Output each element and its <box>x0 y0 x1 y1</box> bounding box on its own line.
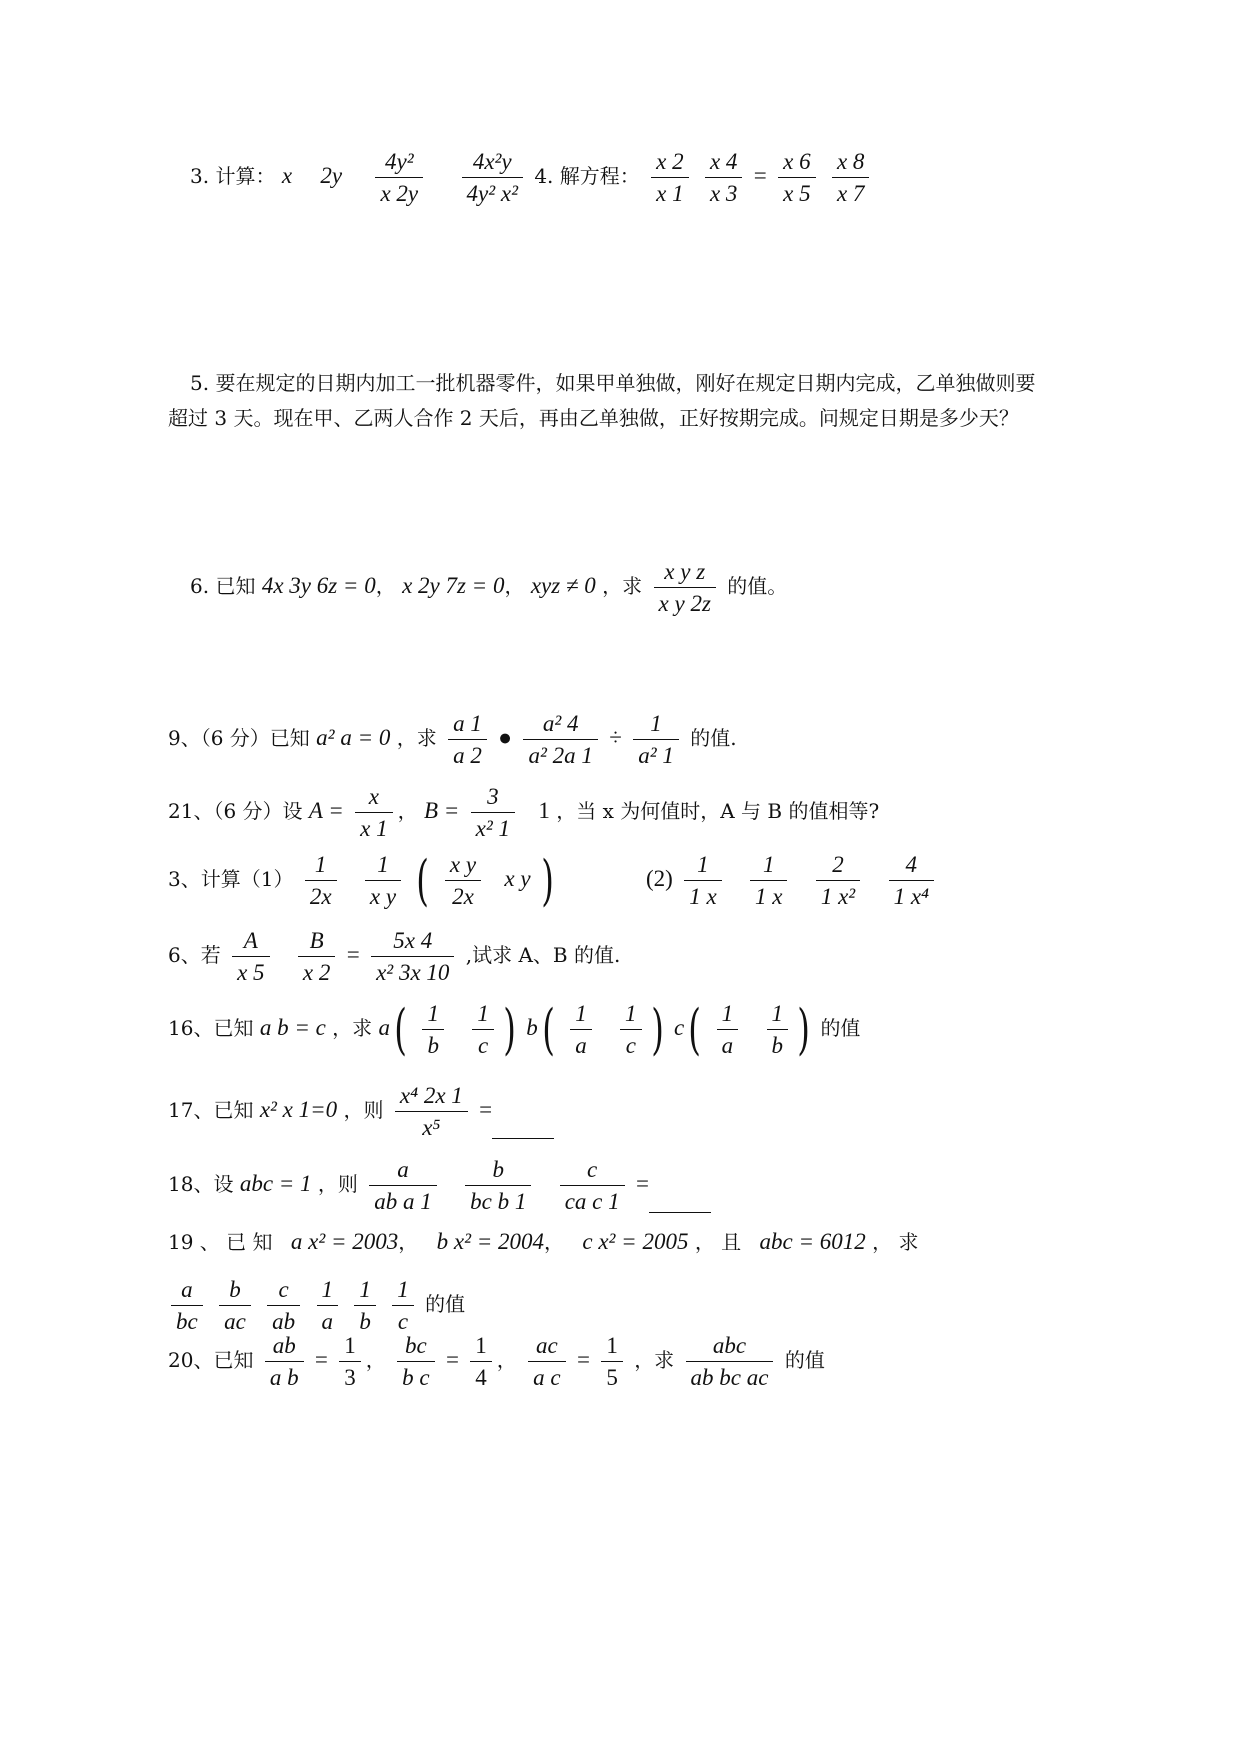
q17-then: ，则 <box>343 1098 384 1122</box>
question-20-line <box>168 1334 825 1389</box>
q16-ask: ，求 <box>332 1016 373 1040</box>
q17-fraction: $\frac{\text{x⁴ 2x 1}}{\text{x⁵}}$ <box>395 1084 468 1139</box>
q9-ask: ，求 <box>396 726 437 750</box>
q3-fraction-1: $\frac{1}{2x}$ <box>305 853 337 908</box>
question-9-line <box>168 712 737 767</box>
q19-fraction-1: $\frac{a}{bc}$ <box>171 1278 203 1333</box>
q18-label: 18、设 <box>168 1172 234 1196</box>
question-16-line <box>168 997 861 1061</box>
problem-6-line <box>190 560 787 615</box>
question-21-line <box>168 785 879 840</box>
q16-frac-2a: $\frac{1}{a}$ <box>570 1002 592 1057</box>
question-19-line-1 <box>168 1230 918 1253</box>
q19-ask: ， 求 <box>872 1230 919 1254</box>
q20-fraction-target: $\frac{\text{abc}}{\text{ab bc ac}}$ <box>686 1334 774 1389</box>
q20-ratio-1: $\frac{1}{3}$ <box>339 1334 361 1389</box>
q21-tail: ，当 x 为何值时，A 与 B 的值相等? <box>556 799 880 823</box>
p6-fraction: $\frac{\text{x y z}}{\text{x y 2z}}$ <box>654 560 716 615</box>
question-6b-line <box>168 929 620 984</box>
q20-ratio-2: $\frac{1}{4}$ <box>470 1334 492 1389</box>
q9-dot-operator: ● <box>498 725 513 750</box>
q20-equals-3: = <box>576 1347 590 1372</box>
q16-paren-2-open: ( <box>541 997 555 1061</box>
q16-frac-1b: $\frac{1}{b}$ <box>422 1002 444 1057</box>
p4-fraction-3: $\frac{x 6}{x 5}$ <box>778 150 815 205</box>
p3-term-x: x <box>281 163 293 188</box>
q16-frac-3a: $\frac{1}{a}$ <box>717 1002 739 1057</box>
p6-equation-2: x 2y 7z = 0 <box>402 573 505 598</box>
q20-equals-1: = <box>314 1347 328 1372</box>
q20-fraction-ac: $\frac{ac}{\text{a c}}$ <box>528 1334 565 1389</box>
problem-5-text: 5. 要在规定的日期内加工一批机器零件，如果甲单独做，刚好在规定日期内完成，乙单独做则要超过 3 天。现在甲、乙两人合作 2 天后，再由乙单独做，正好按期完成。问规定日期是多少天？ <box>168 371 1036 430</box>
q16-frac-3b: $\frac{1}{b}$ <box>767 1002 789 1057</box>
q6-fraction-rhs: $\frac{5x 4}{\text{x² 3x 10}}$ <box>371 929 454 984</box>
q19-and: ， 且 <box>694 1230 742 1254</box>
question-3b-line <box>168 848 558 912</box>
q19-fraction-5: $\frac{1}{b}$ <box>354 1278 376 1333</box>
q20-ask: ，求 <box>634 1348 675 1372</box>
q19-sep-1: ， <box>398 1230 419 1254</box>
q21-B-eq: B = <box>423 798 460 823</box>
q16-paren-3-open: ( <box>688 997 702 1061</box>
q3-label: 3、计算（1） <box>168 867 294 891</box>
problem-4-label: 4. 解方程： <box>534 164 640 188</box>
q20-label: 20、已知 <box>168 1348 254 1372</box>
p6-equation-1: 4x 3y 6z = 0 <box>261 573 376 598</box>
q16-paren-2-close: ) <box>650 997 664 1061</box>
q6-tail: ,试求 A、B 的值. <box>465 943 621 967</box>
q20-fraction-bc: $\frac{bc}{\text{b c}}$ <box>397 1334 434 1389</box>
question-17-line <box>168 1084 554 1139</box>
q21-sep: ， <box>397 799 418 823</box>
q6-label: 6、若 <box>168 943 221 967</box>
q9-label: 9、（6 分）已知 <box>168 726 310 750</box>
q18-condition: abc = 1 <box>239 1171 312 1196</box>
question-3b-part2-line <box>646 853 939 908</box>
q19-fraction-2: $\frac{b}{ac}$ <box>219 1278 251 1333</box>
q20-tail: 的值 <box>784 1348 825 1372</box>
q20-equals-2: = <box>445 1347 459 1372</box>
problem-3-label: 3. 计算： <box>190 164 276 188</box>
question-18-line <box>168 1158 711 1213</box>
q3-part2-label: (2) <box>646 866 673 891</box>
q19-fraction-6: $\frac{1}{c}$ <box>392 1278 414 1333</box>
q9-divide-operator: ÷ <box>609 725 622 750</box>
q19-fraction-4: $\frac{1}{a}$ <box>317 1278 339 1333</box>
p6-condition: xyz ≠ 0 <box>530 573 596 598</box>
q19-fraction-3: $\frac{c}{ab}$ <box>267 1278 300 1333</box>
q19-sep-2: ， <box>544 1230 564 1254</box>
q16-frac-1c: $\frac{1}{c}$ <box>472 1002 494 1057</box>
q18-answer-blank[interactable] <box>649 1194 711 1213</box>
q19-eq-2: b x² = 2004 <box>436 1229 544 1254</box>
question-19-line-2 <box>166 1278 465 1333</box>
q16-paren-1-open: ( <box>394 997 407 1061</box>
q3-part2-fraction-2: $\frac{1}{1 x}$ <box>750 853 787 908</box>
q19-eq-4: abc = 6012 <box>759 1229 866 1254</box>
p6-ask: ，求 <box>602 574 643 598</box>
p4-fraction-1: $\frac{x 2}{x 1}$ <box>651 150 688 205</box>
q9-tail: 的值. <box>690 726 737 750</box>
q16-coef-b: b <box>526 1015 538 1040</box>
q19-eq-3: c x² = 2005 <box>582 1229 689 1254</box>
q18-fraction-1: $\frac{a}{\text{ab a 1}}$ <box>369 1158 437 1213</box>
p4-fraction-4: $\frac{x 8}{x 7}$ <box>832 150 869 205</box>
q16-tail: 的值 <box>820 1016 861 1040</box>
q20-sep-1: ， <box>365 1348 386 1372</box>
q21-label: 21、（6 分）设 <box>168 799 303 823</box>
q16-frac-2c: $\frac{1}{c}$ <box>620 1002 642 1057</box>
q3-part2-fraction-1: $\frac{1}{1 x}$ <box>684 853 721 908</box>
p6-sep-2: ， <box>504 574 525 598</box>
q17-equals: = <box>479 1097 493 1122</box>
q19-label: 19 、 已 知 <box>168 1230 273 1254</box>
p4-fraction-2: $\frac{x 4}{x 3}$ <box>705 150 742 205</box>
q3-right-paren: ) <box>541 848 554 912</box>
q21-fraction-B: $\frac{3}{\text{x² 1}}$ <box>471 785 515 840</box>
q3-left-paren: ( <box>416 848 430 912</box>
q21-fraction-A: $\frac{x}{x 1}$ <box>355 785 392 840</box>
q3-fraction-3: $\frac{\text{x y}}{2x}$ <box>445 853 481 908</box>
p3-fraction-2: $\frac{\text{4x²y}}{\text{4y² x²}}$ <box>462 150 523 205</box>
q17-answer-blank[interactable] <box>492 1120 554 1139</box>
q20-sep-2: ， <box>496 1348 517 1372</box>
q3-part2-fraction-4: $\frac{4}{\text{1 x⁴}}$ <box>889 853 934 908</box>
q20-fraction-ab: $\frac{ab}{\text{a b}}$ <box>265 1334 304 1389</box>
q18-then: ，则 <box>317 1172 358 1196</box>
q16-coef-c: c <box>673 1015 685 1040</box>
q9-fraction-3: $\frac{1}{\text{a² 1}}$ <box>633 712 679 767</box>
q16-paren-3-close: ) <box>797 997 810 1061</box>
q18-fraction-3: $\frac{c}{\text{ca c 1}}$ <box>560 1158 625 1213</box>
q18-equals: = <box>635 1171 649 1196</box>
q21-A-eq: A = <box>308 798 344 823</box>
q9-fraction-1: $\frac{a 1}{a 2}$ <box>448 712 487 767</box>
p4-equals: = <box>753 163 767 188</box>
q6-fraction-A: $\frac{A}{x 5}$ <box>232 929 269 984</box>
q9-fraction-2: $\frac{\text{a² 4}}{\text{a² 2a 1}}$ <box>523 712 597 767</box>
q16-label: 16、已知 <box>168 1016 254 1040</box>
q3-part2-fraction-3: $\frac{2}{\text{1 x²}}$ <box>816 853 860 908</box>
q19-tail: 的值 <box>425 1292 466 1316</box>
q16-coef-a: a <box>378 1015 391 1040</box>
q6-equals: = <box>346 942 360 967</box>
q21-one: 1 <box>538 798 550 823</box>
q20-ratio-3: $\frac{1}{5}$ <box>601 1334 623 1389</box>
q18-fraction-2: $\frac{b}{\text{bc b 1}}$ <box>465 1158 531 1213</box>
p6-sep-1: ， <box>375 574 396 598</box>
q17-label: 17、已知 <box>168 1098 254 1122</box>
q3-rest: x y <box>504 866 531 891</box>
p6-tail: 的值。 <box>727 574 788 598</box>
q17-condition: x² x 1=0 <box>259 1097 338 1122</box>
q19-eq-1: a x² = 2003 <box>290 1229 399 1254</box>
q16-condition: a b = c <box>259 1015 326 1040</box>
q16-paren-1-close: ) <box>503 997 516 1061</box>
problem-3-4-line <box>190 150 874 205</box>
q6-fraction-B: $\frac{B}{x 2}$ <box>298 929 335 984</box>
p3-fraction-1: $\frac{\text{4y²}}{x 2y}$ <box>375 150 423 205</box>
q9-condition: a² a = 0 <box>316 725 391 750</box>
q3-fraction-2: $\frac{1}{\text{x y}}$ <box>365 853 401 908</box>
problem-6-label: 6. 已知 <box>190 574 256 598</box>
p3-term-2y: 2y <box>320 163 343 188</box>
